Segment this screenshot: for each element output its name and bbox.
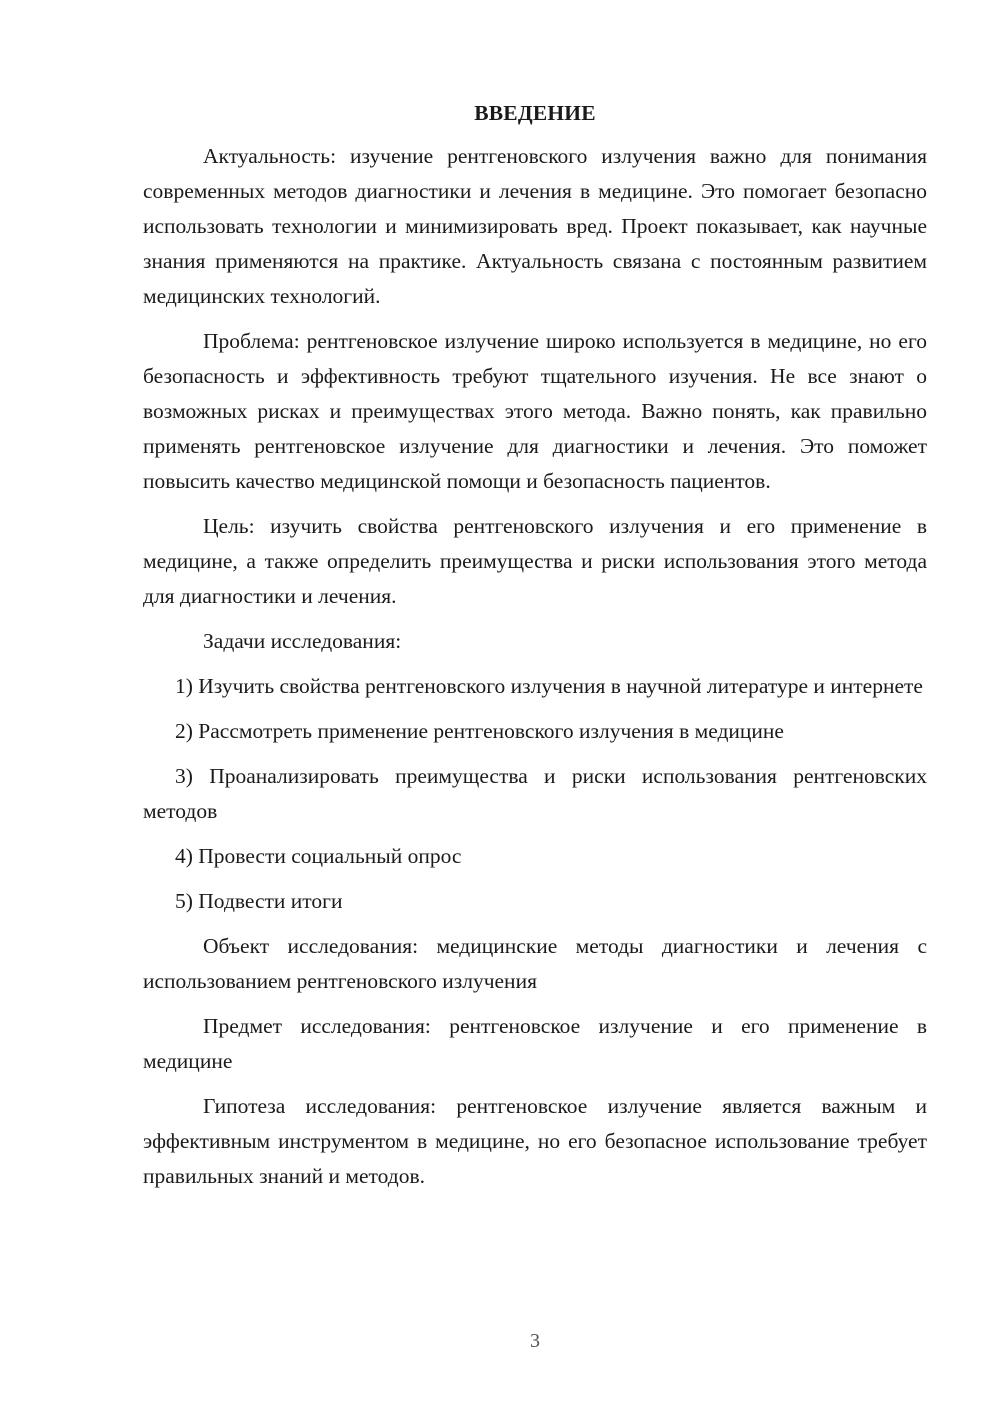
relevance-paragraph: Актуальность: изучение рентгеновского излучения важно для понимания современных методов диагностики и лечения в медицине. Это помогает безопасно использовать технологии и минимизировать вред. Проект показывает, как научные знания применяются на практике. Актуальность связана с постоянным развитием медицинских технологий.	[143, 144, 927, 308]
subject-paragraph: Предмет исследования: рентгеновское излучение и его применение в медицине	[143, 1014, 927, 1073]
hypothesis-paragraph: Гипотеза исследования: рентгеновское излучение является важным и эффективным инструментом в медицине, но его безопасное использование требует правильных знаний и методов.	[143, 1094, 927, 1188]
object-paragraph: Объект исследования: медицинские методы диагностики и лечения с использованием рентгеновского излучения	[143, 934, 927, 993]
section-title: ВВЕДЕНИЕ	[474, 101, 596, 125]
page-number: 3	[530, 1330, 540, 1352]
goal-paragraph: Цель: изучить свойства рентгеновского излучения и его применение в медицине, а также определить преимущества и риски использования этого метода для диагностики и лечения.	[143, 514, 927, 608]
problem-paragraph: Проблема: рентгеновское излучение широко используется в медицине, но его безопасность и эффективность требуют тщательного изучения. Не все знают о возможных рисках и преимуществах этого метода. Важно понять, как правильно применять рентгеновское излучение для диагностики и лечения. Это поможет повысить качество медицинской помощи и безопасность пациентов.	[143, 329, 927, 493]
task-item-2: 2) Рассмотреть применение рентгеновского излучения в медицине	[175, 719, 784, 743]
task-item-5: 5) Подвести итоги	[175, 889, 343, 913]
task-item-1: 1) Изучить свойства рентгеновского излучения в научной литературе и интернете	[175, 674, 923, 698]
tasks-heading: Задачи исследования:	[203, 629, 402, 653]
task-item-3: 3) Проанализировать преимущества и риски использования рентгеновских методов	[143, 764, 927, 823]
document-page	[143, 96, 927, 1204]
task-item-4: 4) Провести социальный опрос	[175, 844, 462, 868]
